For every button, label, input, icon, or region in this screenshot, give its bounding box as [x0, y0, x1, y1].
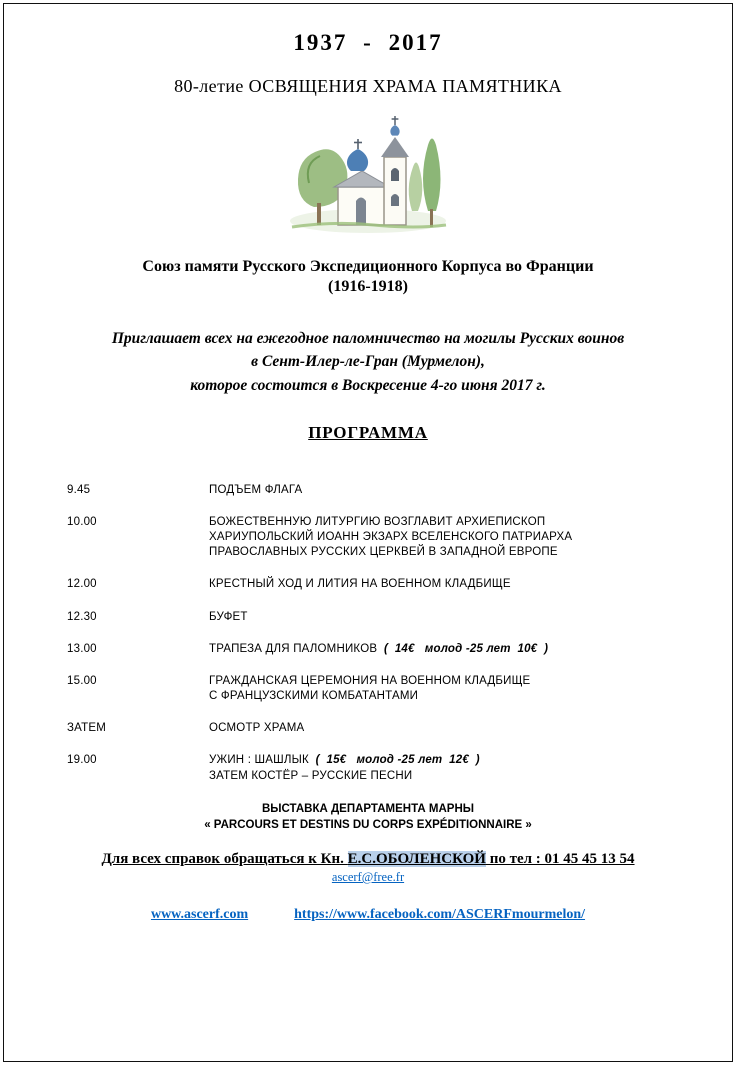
schedule-text: ПОДЪЕМ ФЛАГА — [209, 483, 303, 496]
schedule-line: С ФРАНЦУЗСКИМИ КОМБАТАНТАМИ — [209, 690, 419, 703]
contact-line — [4, 851, 732, 868]
church-illustration — [4, 109, 732, 241]
schedule-row-flag — [4, 483, 732, 498]
footer-links — [4, 907, 732, 923]
schedule-line: ХАРИУПОЛЬСКИЙ ИОАНН ЭКЗАРХ ВСЕЛЕНСКОГО ПАТРИАРХА — [209, 531, 573, 544]
meal-price: ( 14€ молод -25 лет 10€ ) — [377, 642, 549, 655]
schedule-row-ceremony — [4, 674, 732, 704]
schedule-line: ПРАВОСЛАВНЫХ РУССКИХ ЦЕРКВЕЙ В ЗАПАДНОЙ ЕВРОПЕ — [209, 546, 558, 559]
website-link[interactable]: www.ascerf.com — [150, 907, 249, 922]
contact-name-highlight: Е.С.ОБОЛЕНСКОЙ — [347, 851, 486, 867]
program-schedule — [4, 483, 732, 784]
exhibition-line2: « PARCOURS ET DESTINS DU CORPS EXPÉDITIONNAIRE » — [204, 818, 532, 831]
exhibition-announcement — [4, 801, 732, 833]
schedule-text: КРЕСТНЫЙ ХОД И ЛИТИЯ НА ВОЕННОМ КЛАДБИЩЕ — [209, 578, 511, 591]
schedule-time: ЗАТЕМ — [67, 722, 106, 735]
invite-line3: которое состоится в Воскресение 4-го июня 2017 г. — [190, 376, 546, 394]
schedule-text — [209, 515, 732, 561]
email-line — [4, 870, 732, 885]
schedule-line — [209, 753, 732, 768]
schedule-text: ОСМОТР ХРАМА — [209, 722, 305, 735]
dinner-text: УЖИН : ШАШЛЫК — [209, 754, 309, 767]
schedule-time: 12.30 — [67, 610, 97, 623]
dinner-price: ( 15€ молод -25 лет 12€ ) — [308, 754, 480, 767]
schedule-row-buffet — [4, 610, 732, 625]
invite-line1: Приглашает всех на ежегодное паломничество на могилы Русских воинов — [111, 330, 625, 347]
schedule-text — [209, 753, 732, 783]
invitation-text — [4, 327, 732, 397]
schedule-time: 15.00 — [67, 674, 97, 687]
schedule-time: 19.00 — [67, 754, 97, 767]
schedule-line: ГРАЖДАНСКАЯ ЦЕРЕМОНИЯ НА ВОЕННОМ КЛАДБИЩЕ — [209, 674, 531, 687]
schedule-row-dinner — [4, 753, 732, 783]
program-heading — [4, 423, 732, 443]
schedule-row-procession — [4, 577, 732, 592]
contact-prefix: Для всех справок обращаться к Кн. — [101, 851, 348, 867]
program-heading-text: ПРОГРАММА — [308, 422, 428, 442]
schedule-line: ЗАТЕМ КОСТЁР – РУССКИЕ ПЕСНИ — [209, 769, 413, 782]
exhibition-line1: ВЫСТАВКА ДЕПАРТАМЕНТА МАРНЫ — [261, 802, 475, 815]
schedule-row-visit — [4, 721, 732, 736]
schedule-line: БОЖЕСТВЕННУЮ ЛИТУРГИЮ ВОЗГЛАВИТ АРХИЕПИСКОП — [209, 515, 546, 528]
title-years: 1937 - 2017 — [293, 30, 443, 55]
church-drawing-svg — [282, 109, 454, 239]
schedule-time: 10.00 — [67, 515, 97, 528]
org-line2: (1916-1918) — [328, 278, 408, 295]
schedule-text — [209, 674, 732, 704]
schedule-line: ТРАПЕЗА ДЛЯ ПАЛОМНИКОВ — [209, 642, 378, 655]
subtitle-anniversary: 80-летие ОСВЯЩЕНИЯ ХРАМА ПАМЯТНИКА — [174, 76, 562, 96]
org-line1: Союз памяти Русского Экспедиционного Корпуса во Франции — [142, 258, 594, 275]
schedule-row-meal — [4, 642, 732, 657]
organization-name — [4, 257, 732, 297]
facebook-link[interactable]: https://www.facebook.com/ASCERFmourmelon/ — [294, 907, 586, 922]
email-link[interactable]: ascerf@free.fr — [331, 870, 405, 884]
flyer-page — [3, 3, 733, 1062]
schedule-text: БУФЕТ — [209, 610, 248, 623]
contact-suffix: по тел : 01 45 45 13 54 — [485, 851, 635, 867]
invite-line2: в Сент-Илер-ле-Гран (Мурмелон), — [251, 353, 485, 371]
schedule-time: 12.00 — [67, 578, 97, 591]
schedule-row-liturgy — [4, 515, 732, 561]
schedule-text — [209, 642, 732, 657]
schedule-time: 9.45 — [67, 483, 91, 496]
schedule-time: 13.00 — [67, 642, 97, 655]
